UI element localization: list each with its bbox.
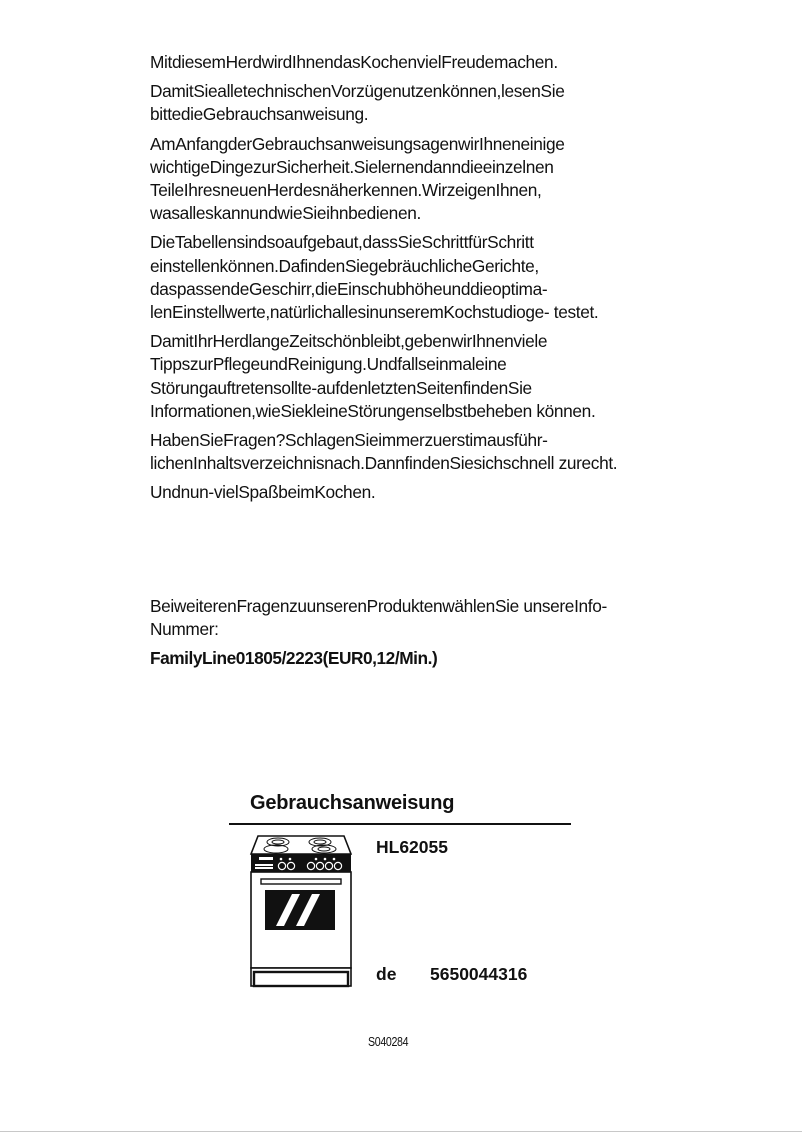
intro-paragraph-1: MitdiesemHerdwirdIhnendasKochenvielFreudemachen. [150, 52, 558, 72]
page-bottom-edge [0, 1131, 802, 1132]
intro-paragraph-6: HabenSieFragen?SchlagenSieimmerzuerstimausführ- lichenInhaltsverzeichnisnach.DannfindenSiesichschnell zurecht. [150, 430, 618, 474]
info-text: BeiweiterenFragenzuunserenProduktenwählenSie unsereInfo-Nummer: [150, 596, 607, 640]
intro-paragraph-7: Undnun-vielSpaßbeimKochen. [150, 482, 376, 503]
model-number: HL62055 [376, 837, 448, 857]
intro-paragraph-4: DieTabellensindsoaufgebaut,dassSieSchrittfürSchritt einstellenkönnen.DafindenSiegebräuchlicheGerichte, daspassendeGeschirr,dieEinschubhöheunddieoptima- lenEinstellwerte,natürlichallesinunseremKochstudioge- testet. [150, 232, 599, 323]
intro-paragraph-2: DamitSiealletechnischenVorzügenutzenkönnen,lesenSie bittedieGebrauchsanweisung. [150, 81, 565, 125]
cover-divider [229, 823, 571, 825]
hotline-number: FamilyLine01805/2223(EUR0,12/Min.) [150, 648, 438, 669]
intro-paragraph-5: DamitIhrHerdlangeZeitschönbleibt,gebenwirIhnenviele TippszurPflegeundReinigung.Undfallseinmaleine Störungauftretensollte-aufdenletztenSeitenfindenSie Informationen,wieSiekleineStörungenselbstbeheben können. [150, 331, 596, 421]
cover-title: Gebrauchsanweisung [250, 792, 455, 814]
language-code: de [376, 964, 397, 984]
stove-icon [248, 834, 352, 988]
intro-text [150, 51, 620, 511]
intro-paragraph-3: AmAnfangderGebrauchsanweisungsagenwirIhneneinige wichtigeDingezurSicherheit.Sielernendanndieeinzelnen TeileIhresneuenHerdesnäherkennen.WirzeigenIhnen, wasalleskannundwieSieihnbedienen. [150, 133, 565, 224]
info-section [150, 595, 620, 671]
part-number: 5650044316 [430, 964, 528, 984]
document-code: S040284 [368, 1035, 409, 1049]
